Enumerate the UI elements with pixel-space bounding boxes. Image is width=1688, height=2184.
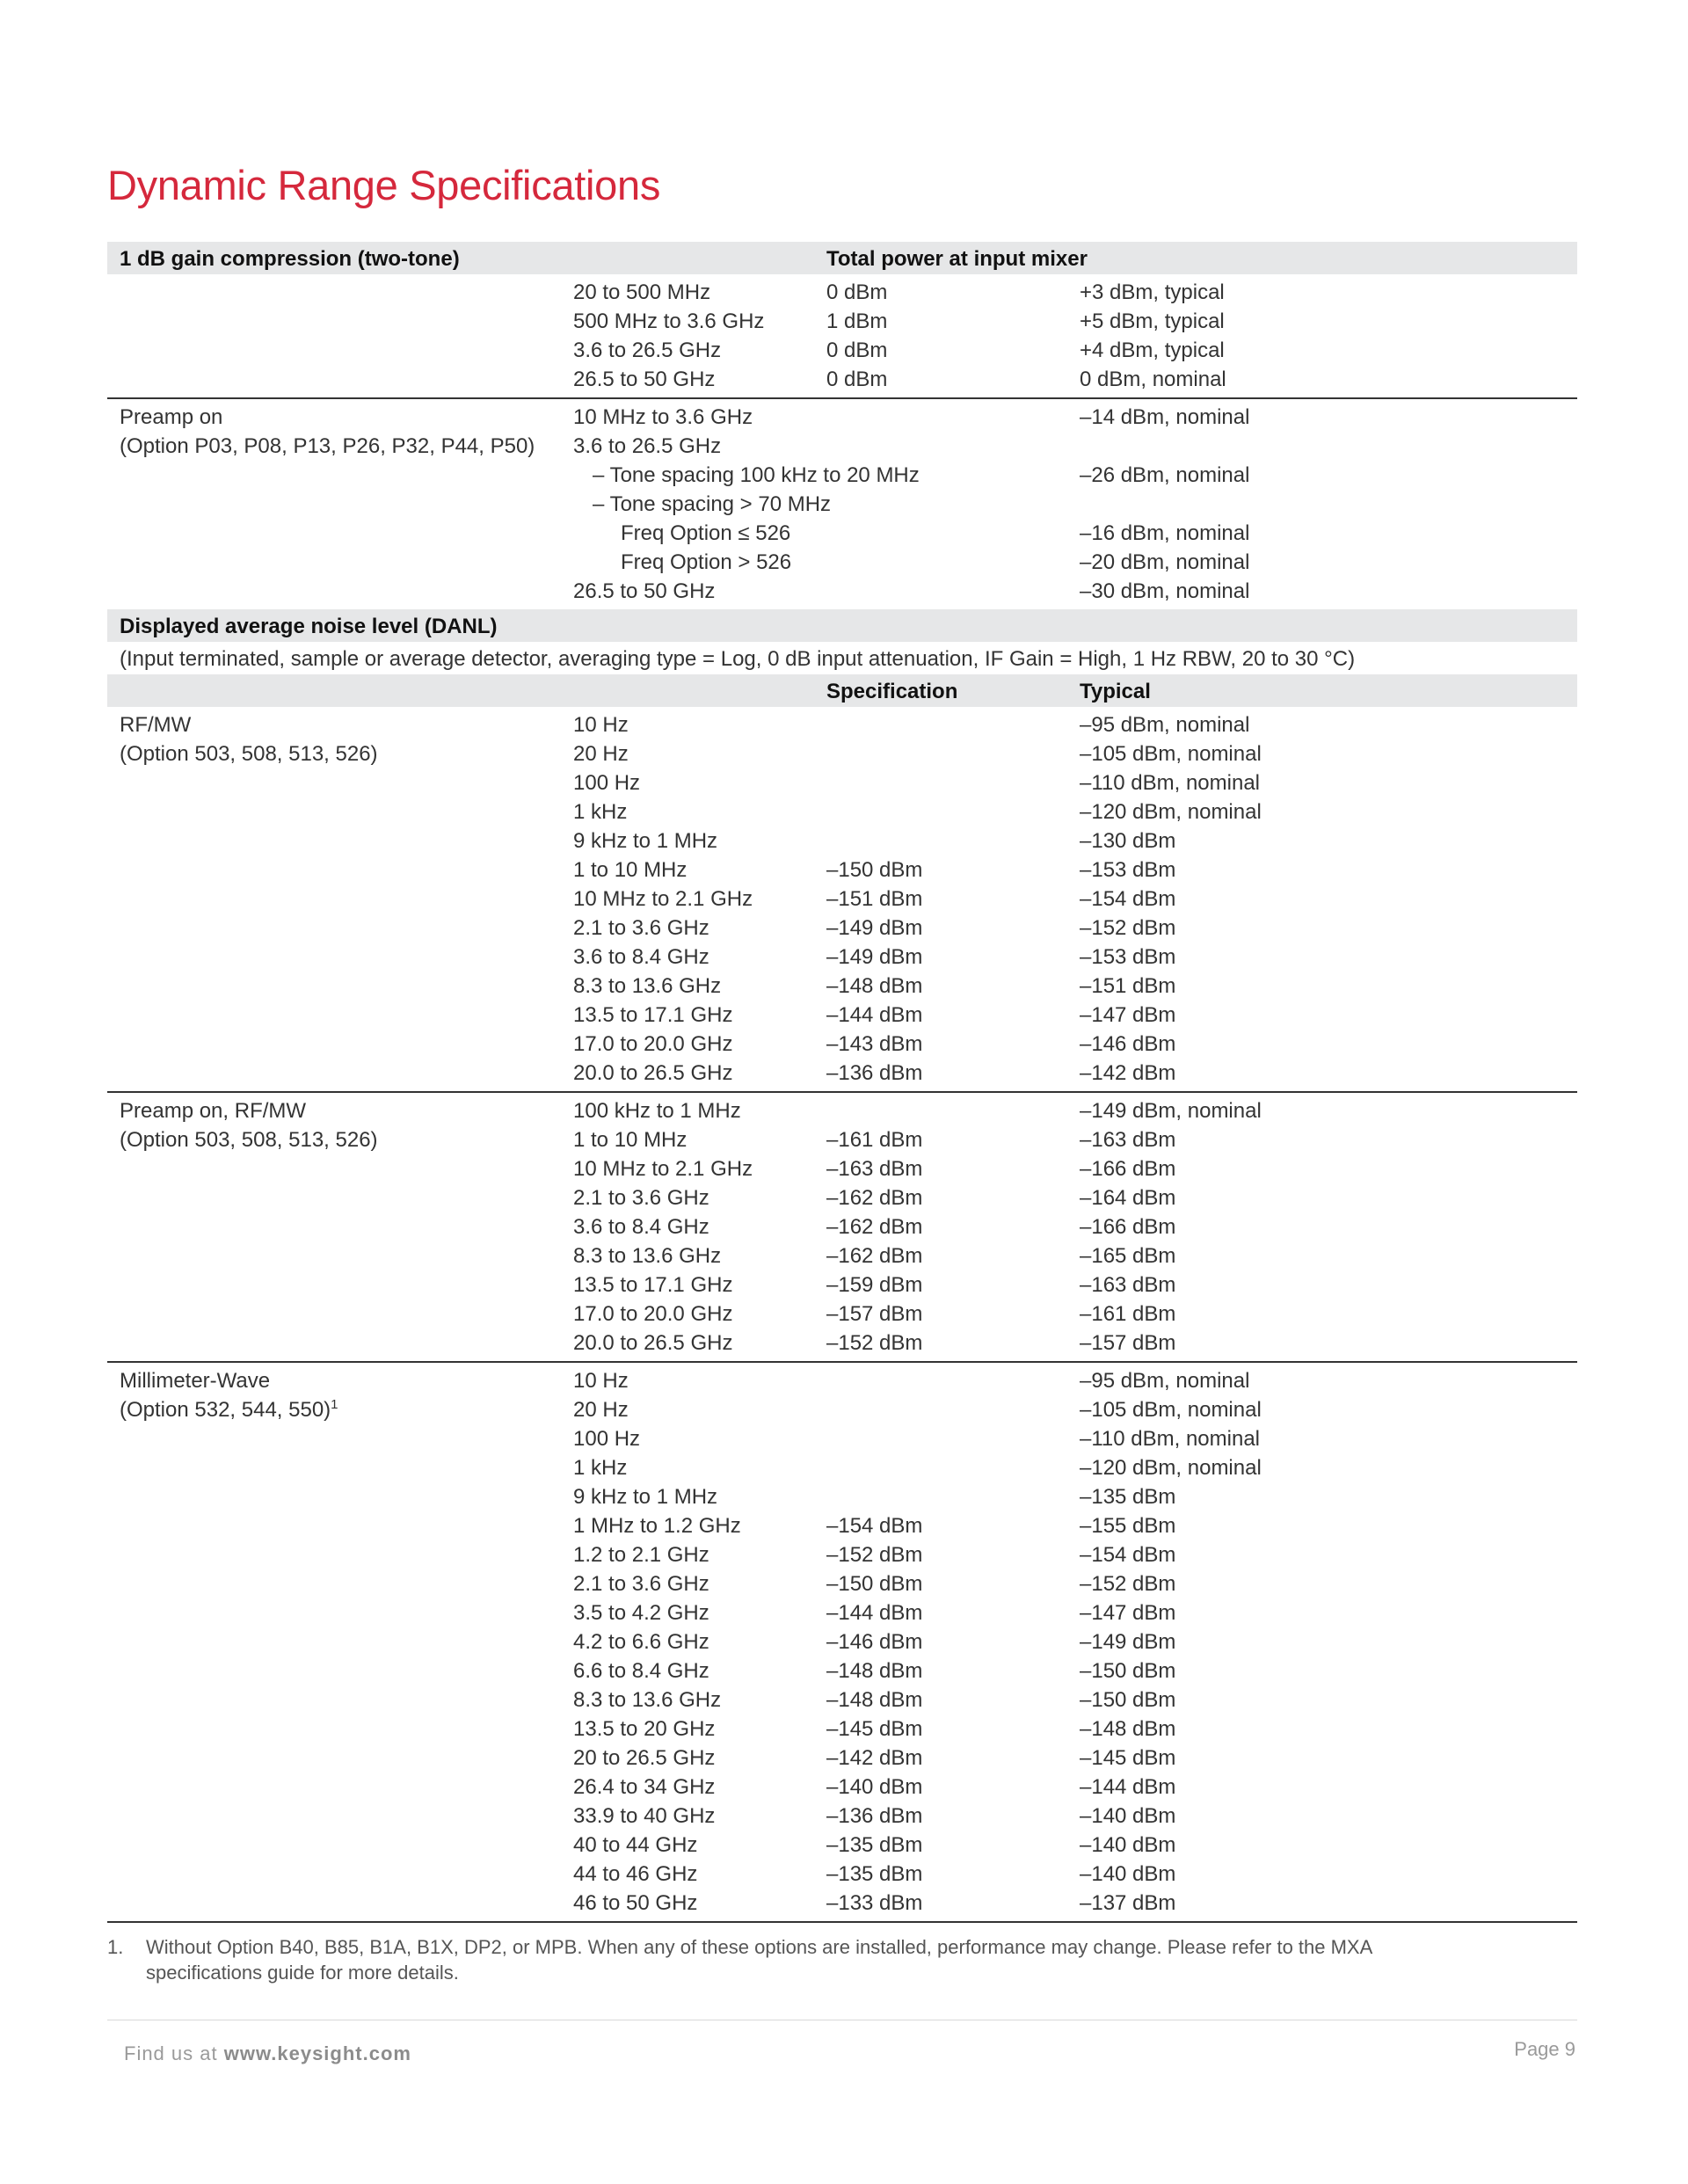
group-label: Preamp on	[120, 405, 223, 429]
frequency-cell: 17.0 to 20.0 GHz	[573, 1302, 733, 1326]
table-row: 3.6 to 26.5 GHz 0 dBm +4 dBm, typical	[573, 339, 1225, 362]
typical-cell: –161 dBm	[1080, 1302, 1176, 1326]
typical-cell: –147 dBm	[1080, 1601, 1176, 1625]
typical-cell: –155 dBm	[1080, 1514, 1176, 1538]
table-row	[107, 914, 1577, 943]
table-row	[107, 768, 1577, 797]
frequency-cell: 100 kHz to 1 MHz	[573, 1099, 741, 1123]
table-row: Preamp on 10 MHz to 3.6 GHz –14 dBm, nominal	[120, 405, 1250, 429]
table-row: 26.5 to 50 GHz 0 dBm 0 dBm, nominal	[573, 368, 1226, 391]
page-title: Dynamic Range Specifications	[107, 162, 661, 208]
table-row	[107, 1744, 1577, 1773]
frequency-cell: 13.5 to 17.1 GHz	[573, 1003, 733, 1027]
specification-cell: –145 dBm	[826, 1717, 923, 1741]
frequency-cell: 1 kHz	[573, 1456, 628, 1480]
specification-cell: –135 dBm	[826, 1862, 923, 1886]
specification-cell: –157 dBm	[826, 1302, 923, 1326]
table-row: 26.5 to 50 GHz –30 dBm, nominal	[573, 579, 1250, 603]
frequency-cell: 40 to 44 GHz	[573, 1833, 698, 1857]
frequency-cell: 10 Hz	[573, 713, 629, 737]
frequency-cell: 26.4 to 34 GHz	[573, 1775, 716, 1799]
group-label: Millimeter-Wave	[120, 1369, 271, 1393]
specification-cell: –152 dBm	[826, 1331, 923, 1355]
frequency-cell: 33.9 to 40 GHz	[573, 1804, 716, 1828]
col-typical: Typical	[1080, 680, 1151, 703]
table-row	[107, 710, 1577, 739]
frequency-cell: 3.5 to 4.2 GHz	[573, 1601, 709, 1625]
table-row	[107, 1656, 1577, 1685]
frequency-cell: 13.5 to 17.1 GHz	[573, 1273, 733, 1297]
table-row	[107, 739, 1577, 768]
frequency-cell: 3.6 to 8.4 GHz	[573, 945, 709, 969]
group-option-label	[120, 1398, 338, 1423]
frequency-cell: 100 Hz	[573, 1427, 641, 1451]
table-row	[107, 1241, 1577, 1270]
group-label: RF/MW	[120, 713, 192, 737]
table-row: 500 MHz to 3.6 GHz 1 dBm +5 dBm, typical	[573, 309, 1225, 333]
specification-cell: –162 dBm	[826, 1186, 923, 1210]
table-row: Freq Option ≤ 526 –16 dBm, nominal	[621, 521, 1250, 545]
frequency-cell: 8.3 to 13.6 GHz	[573, 974, 722, 998]
table-row	[107, 1212, 1577, 1241]
table-row	[107, 1831, 1577, 1860]
typical-cell: –147 dBm	[1080, 1003, 1176, 1027]
typical-cell: –150 dBm	[1080, 1659, 1176, 1683]
compression-header	[107, 242, 1577, 274]
frequency-cell: 2.1 to 3.6 GHz	[573, 916, 709, 940]
specification-cell: –163 dBm	[826, 1157, 923, 1181]
table-row	[107, 1030, 1577, 1059]
table-row	[107, 1598, 1577, 1627]
typical-cell: –153 dBm	[1080, 858, 1176, 882]
specification-cell: –159 dBm	[826, 1273, 923, 1297]
typical-cell: –120 dBm, nominal	[1080, 1456, 1262, 1480]
typical-cell: –110 dBm, nominal	[1080, 1427, 1261, 1451]
table-row: – Tone spacing > 70 MHz	[593, 492, 832, 516]
typical-cell: –150 dBm	[1080, 1688, 1176, 1712]
table-row	[107, 1299, 1577, 1329]
frequency-cell: 9 kHz to 1 MHz	[573, 1485, 718, 1509]
table-row	[107, 1569, 1577, 1598]
find-us-label: Find us at	[124, 2042, 218, 2064]
specification-cell: –152 dBm	[826, 1543, 923, 1567]
frequency-cell: 1 to 10 MHz	[573, 1128, 688, 1152]
typical-cell: –152 dBm	[1080, 916, 1176, 940]
preamp-compression-group	[107, 399, 1577, 609]
table-row	[107, 1395, 1577, 1424]
specification-cell: –135 dBm	[826, 1833, 923, 1857]
specification-cell: –136 dBm	[826, 1804, 923, 1828]
typical-cell: –153 dBm	[1080, 945, 1176, 969]
specification-cell: –149 dBm	[826, 916, 923, 940]
typical-cell: –146 dBm	[1080, 1032, 1176, 1056]
typical-cell: –105 dBm, nominal	[1080, 1398, 1262, 1422]
table-row: Freq Option > 526 –20 dBm, nominal	[621, 550, 1250, 574]
typical-cell: –145 dBm	[1080, 1746, 1176, 1770]
specification-cell: –150 dBm	[826, 1572, 923, 1596]
table-row	[107, 1511, 1577, 1540]
col-specification: Specification	[826, 680, 958, 703]
frequency-cell: 8.3 to 13.6 GHz	[573, 1688, 722, 1712]
specification-cell: –161 dBm	[826, 1128, 923, 1152]
footnote	[107, 1934, 1479, 1985]
footnote-number: 1.	[107, 1936, 124, 1958]
footnote-text: Without Option B40, B85, B1A, B1X, DP2, or MPB. When any of these options are installed, performance may change. Please refer to the MXA specifications guide for more details.	[146, 1936, 1372, 1984]
frequency-cell: 17.0 to 20.0 GHz	[573, 1032, 733, 1056]
compression-group	[107, 274, 1577, 399]
frequency-cell: 20 to 26.5 GHz	[573, 1746, 716, 1770]
specification-cell: –144 dBm	[826, 1003, 923, 1027]
typical-cell: –166 dBm	[1080, 1215, 1176, 1239]
specification-cell: –143 dBm	[826, 1032, 923, 1056]
table-row	[107, 1270, 1577, 1299]
frequency-cell: 4.2 to 6.6 GHz	[573, 1630, 709, 1654]
table-row	[107, 1424, 1577, 1453]
table-row: 20 to 500 MHz 0 dBm +3 dBm, typical	[573, 280, 1225, 304]
typical-cell: –151 dBm	[1080, 974, 1176, 998]
specification-cell: –144 dBm	[826, 1601, 923, 1625]
specification-cell: –148 dBm	[826, 1688, 923, 1712]
danl-group	[107, 707, 1577, 1093]
typical-cell: –163 dBm	[1080, 1128, 1176, 1152]
frequency-cell: 2.1 to 3.6 GHz	[573, 1186, 709, 1210]
typical-cell: –164 dBm	[1080, 1186, 1176, 1210]
frequency-cell: 3.6 to 8.4 GHz	[573, 1215, 709, 1239]
danl-title: Displayed average noise level (DANL)	[120, 615, 498, 638]
table-row	[107, 1329, 1577, 1358]
table-row	[107, 1685, 1577, 1714]
table-row	[107, 855, 1577, 885]
typical-cell: –163 dBm	[1080, 1273, 1176, 1297]
typical-cell: –149 dBm	[1080, 1630, 1176, 1654]
frequency-cell: 20.0 to 26.5 GHz	[573, 1061, 733, 1085]
typical-cell: –165 dBm	[1080, 1244, 1176, 1268]
frequency-cell: 2.1 to 3.6 GHz	[573, 1572, 709, 1596]
frequency-cell: 20 Hz	[573, 1398, 629, 1422]
compression-title: 1 dB gain compression (two-tone)	[120, 247, 460, 271]
specification-cell: –133 dBm	[826, 1891, 923, 1915]
table-row	[107, 1627, 1577, 1656]
table-row	[107, 1183, 1577, 1212]
spec-table	[107, 242, 1577, 1923]
typical-cell: –154 dBm	[1080, 887, 1176, 911]
specification-cell: –142 dBm	[826, 1746, 923, 1770]
typical-cell: –140 dBm	[1080, 1862, 1176, 1886]
danl-column-header	[107, 674, 1577, 707]
table-row	[107, 1773, 1577, 1802]
typical-cell: –120 dBm, nominal	[1080, 800, 1262, 824]
frequency-cell: 1 kHz	[573, 800, 628, 824]
typical-cell: –137 dBm	[1080, 1891, 1176, 1915]
danl-condition: (Input terminated, sample or average detector, averaging type = Log, 0 dB input attenuation, IF Gain = High, 1 Hz RBW, 20 to 30 °C)	[120, 647, 1356, 671]
typical-cell: –110 dBm, nominal	[1080, 771, 1261, 795]
website-link[interactable]: www.keysight.com	[223, 2042, 411, 2064]
table-row	[107, 826, 1577, 855]
footnote-marker: 1	[331, 1397, 338, 1412]
typical-cell: –95 dBm, nominal	[1080, 1369, 1250, 1393]
group-option-text: (Option 503, 508, 513, 526)	[120, 1128, 378, 1152]
typical-cell: –105 dBm, nominal	[1080, 742, 1262, 766]
frequency-cell: 13.5 to 20 GHz	[573, 1717, 716, 1741]
specification-cell: –146 dBm	[826, 1630, 923, 1654]
table-row: – Tone spacing 100 kHz to 20 MHz –26 dBm, nominal	[593, 463, 1250, 487]
typical-cell: –130 dBm	[1080, 829, 1176, 853]
typical-cell: –140 dBm	[1080, 1804, 1176, 1828]
frequency-cell: 6.6 to 8.4 GHz	[573, 1659, 709, 1683]
typical-cell: –149 dBm, nominal	[1080, 1099, 1262, 1123]
table-row	[107, 1366, 1577, 1395]
frequency-cell: 10 MHz to 2.1 GHz	[573, 1157, 753, 1181]
danl-groups	[107, 707, 1577, 1923]
page-number: Page 9	[1514, 2038, 1575, 2060]
group-option-label	[120, 742, 378, 767]
typical-cell: –140 dBm	[1080, 1833, 1176, 1857]
table-row	[107, 885, 1577, 914]
specification-cell: –136 dBm	[826, 1061, 923, 1085]
typical-cell: –157 dBm	[1080, 1331, 1176, 1355]
frequency-cell: 8.3 to 13.6 GHz	[573, 1244, 722, 1268]
frequency-cell: 1.2 to 2.1 GHz	[573, 1543, 709, 1567]
frequency-cell: 100 Hz	[573, 771, 641, 795]
table-row	[107, 797, 1577, 826]
table-row	[107, 1540, 1577, 1569]
group-option-label: (Option P03, P08, P13, P26, P32, P44, P50)	[120, 434, 535, 458]
table-row	[107, 1802, 1577, 1831]
typical-cell: –135 dBm	[1080, 1485, 1176, 1509]
danl-header	[107, 609, 1577, 642]
frequency-cell: 44 to 46 GHz	[573, 1862, 698, 1886]
frequency-cell: 20.0 to 26.5 GHz	[573, 1331, 733, 1355]
table-row	[107, 1125, 1577, 1154]
group-option-text: (Option 532, 544, 550)	[120, 1398, 331, 1422]
specification-cell: –148 dBm	[826, 1659, 923, 1683]
specification-cell: –154 dBm	[826, 1514, 923, 1538]
danl-group	[107, 1363, 1577, 1923]
specification-cell: –162 dBm	[826, 1215, 923, 1239]
table-row: (Option P03, P08, P13, P26, P32, P44, P50) 3.6 to 26.5 GHz	[120, 434, 722, 458]
frequency-cell: 1 MHz to 1.2 GHz	[573, 1514, 741, 1538]
specification-cell: –162 dBm	[826, 1244, 923, 1268]
typical-cell: –166 dBm	[1080, 1157, 1176, 1181]
typical-cell: –154 dBm	[1080, 1543, 1176, 1567]
specification-cell: –148 dBm	[826, 974, 923, 998]
table-row	[107, 1860, 1577, 1889]
table-row	[107, 972, 1577, 1001]
frequency-cell: 20 Hz	[573, 742, 629, 766]
typical-cell: –142 dBm	[1080, 1061, 1176, 1085]
danl-group	[107, 1093, 1577, 1363]
specification-cell: –149 dBm	[826, 945, 923, 969]
table-row	[107, 1096, 1577, 1125]
specification-cell: –150 dBm	[826, 858, 923, 882]
frequency-cell: 9 kHz to 1 MHz	[573, 829, 718, 853]
typical-cell: –152 dBm	[1080, 1572, 1176, 1596]
typical-cell: –95 dBm, nominal	[1080, 713, 1250, 737]
compression-col-header: Total power at input mixer	[826, 247, 1088, 271]
table-row	[107, 1001, 1577, 1030]
footer-find-us	[124, 2042, 411, 2065]
typical-cell: –144 dBm	[1080, 1775, 1176, 1799]
table-row	[107, 1154, 1577, 1183]
table-row	[107, 1889, 1577, 1918]
table-row	[107, 1482, 1577, 1511]
frequency-cell: 10 Hz	[573, 1369, 629, 1393]
table-row	[107, 1453, 1577, 1482]
specification-cell: –151 dBm	[826, 887, 923, 911]
typical-cell: –148 dBm	[1080, 1717, 1176, 1741]
group-label: Preamp on, RF/MW	[120, 1099, 307, 1123]
specification-cell: –140 dBm	[826, 1775, 923, 1799]
table-row	[107, 943, 1577, 972]
frequency-cell: 46 to 50 GHz	[573, 1891, 698, 1915]
table-row	[107, 1059, 1577, 1088]
group-option-text: (Option 503, 508, 513, 526)	[120, 742, 378, 766]
frequency-cell: 1 to 10 MHz	[573, 858, 688, 882]
frequency-cell: 10 MHz to 2.1 GHz	[573, 887, 753, 911]
table-row	[107, 1714, 1577, 1744]
group-option-label	[120, 1128, 378, 1153]
